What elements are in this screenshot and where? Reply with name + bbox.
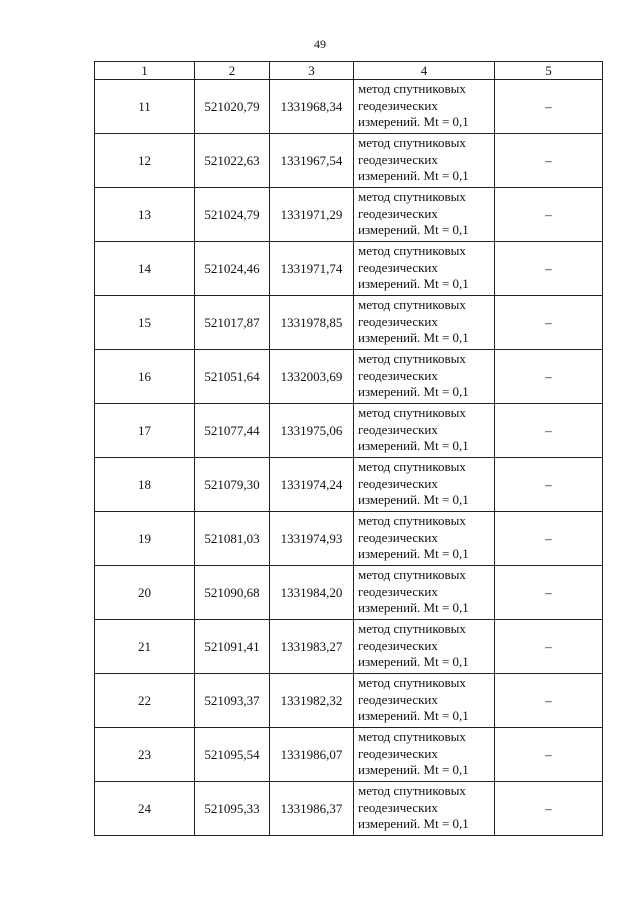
- coordinate-y: 1331982,32: [270, 674, 354, 728]
- coordinate-x: 521093,37: [195, 674, 270, 728]
- measurement-method: метод спутниковых геодезических измерений. Mt = 0,1: [354, 242, 495, 296]
- page-number: 49: [314, 37, 326, 51]
- note-cell: –: [495, 80, 603, 134]
- measurement-method: метод спутниковых геодезических измерений. Mt = 0,1: [354, 782, 495, 836]
- column-header-3: 3: [270, 62, 354, 80]
- table-header-row: [95, 62, 603, 80]
- coordinate-y: 1331967,54: [270, 134, 354, 188]
- coordinate-y: 1332003,69: [270, 350, 354, 404]
- note-cell: –: [495, 242, 603, 296]
- column-header-2: 2: [195, 62, 270, 80]
- coordinate-y: 1331978,85: [270, 296, 354, 350]
- table-row: [95, 404, 603, 458]
- table-row: [95, 728, 603, 782]
- table-row: [95, 458, 603, 512]
- point-number: 15: [95, 296, 195, 350]
- coordinate-x: 521095,33: [195, 782, 270, 836]
- coordinate-x: 521095,54: [195, 728, 270, 782]
- table-row: [95, 188, 603, 242]
- measurement-method: метод спутниковых геодезических измерений. Mt = 0,1: [354, 350, 495, 404]
- table-row: [95, 296, 603, 350]
- coordinate-x: 521079,30: [195, 458, 270, 512]
- measurement-method: метод спутниковых геодезических измерений. Mt = 0,1: [354, 566, 495, 620]
- coordinate-y: 1331971,74: [270, 242, 354, 296]
- note-cell: –: [495, 674, 603, 728]
- coordinate-x: 521022,63: [195, 134, 270, 188]
- point-number: 14: [95, 242, 195, 296]
- note-cell: –: [495, 782, 603, 836]
- point-number: 17: [95, 404, 195, 458]
- measurement-method: метод спутниковых геодезических измерений. Mt = 0,1: [354, 728, 495, 782]
- point-number: 16: [95, 350, 195, 404]
- note-cell: –: [495, 404, 603, 458]
- column-header-4: 4: [354, 62, 495, 80]
- measurement-method: метод спутниковых геодезических измерений. Mt = 0,1: [354, 296, 495, 350]
- table-row: [95, 674, 603, 728]
- note-cell: –: [495, 350, 603, 404]
- table-row: [95, 350, 603, 404]
- coordinate-y: 1331974,93: [270, 512, 354, 566]
- note-cell: –: [495, 188, 603, 242]
- note-cell: –: [495, 566, 603, 620]
- measurement-method: метод спутниковых геодезических измерений. Mt = 0,1: [354, 620, 495, 674]
- point-number: 18: [95, 458, 195, 512]
- measurement-method: метод спутниковых геодезических измерений. Mt = 0,1: [354, 80, 495, 134]
- coordinate-y: 1331974,24: [270, 458, 354, 512]
- point-number: 20: [95, 566, 195, 620]
- point-number: 13: [95, 188, 195, 242]
- measurement-method: метод спутниковых геодезических измерений. Mt = 0,1: [354, 458, 495, 512]
- column-header-1: 1: [95, 62, 195, 80]
- measurement-method: метод спутниковых геодезических измерений. Mt = 0,1: [354, 134, 495, 188]
- point-number: 21: [95, 620, 195, 674]
- table-row: [95, 512, 603, 566]
- note-cell: –: [495, 296, 603, 350]
- column-header-5: 5: [495, 62, 603, 80]
- coordinate-x: 521081,03: [195, 512, 270, 566]
- table-row: [95, 566, 603, 620]
- coordinate-x: 521020,79: [195, 80, 270, 134]
- coordinate-y: 1331971,29: [270, 188, 354, 242]
- measurement-method: метод спутниковых геодезических измерений. Mt = 0,1: [354, 188, 495, 242]
- coordinate-x: 521024,46: [195, 242, 270, 296]
- note-cell: –: [495, 728, 603, 782]
- coordinate-x: 521017,87: [195, 296, 270, 350]
- coordinate-y: 1331986,37: [270, 782, 354, 836]
- coordinate-x: 521051,64: [195, 350, 270, 404]
- coordinate-y: 1331984,20: [270, 566, 354, 620]
- note-cell: –: [495, 134, 603, 188]
- point-number: 11: [95, 80, 195, 134]
- coordinate-y: 1331968,34: [270, 80, 354, 134]
- measurement-method: метод спутниковых геодезических измерений. Mt = 0,1: [354, 512, 495, 566]
- table-row: [95, 782, 603, 836]
- table-row: [95, 242, 603, 296]
- point-number: 19: [95, 512, 195, 566]
- coordinate-x: 521091,41: [195, 620, 270, 674]
- coordinate-x: 521090,68: [195, 566, 270, 620]
- point-number: 22: [95, 674, 195, 728]
- table-row: [95, 80, 603, 134]
- note-cell: –: [495, 620, 603, 674]
- note-cell: –: [495, 458, 603, 512]
- coordinates-table: [94, 61, 603, 836]
- coordinate-y: 1331983,27: [270, 620, 354, 674]
- table-row: [95, 134, 603, 188]
- coordinate-x: 521024,79: [195, 188, 270, 242]
- point-number: 12: [95, 134, 195, 188]
- coordinate-y: 1331975,06: [270, 404, 354, 458]
- note-cell: –: [495, 512, 603, 566]
- measurement-method: метод спутниковых геодезических измерений. Mt = 0,1: [354, 404, 495, 458]
- point-number: 24: [95, 782, 195, 836]
- coordinate-y: 1331986,07: [270, 728, 354, 782]
- table-row: [95, 620, 603, 674]
- coordinate-x: 521077,44: [195, 404, 270, 458]
- measurement-method: метод спутниковых геодезических измерений. Mt = 0,1: [354, 674, 495, 728]
- point-number: 23: [95, 728, 195, 782]
